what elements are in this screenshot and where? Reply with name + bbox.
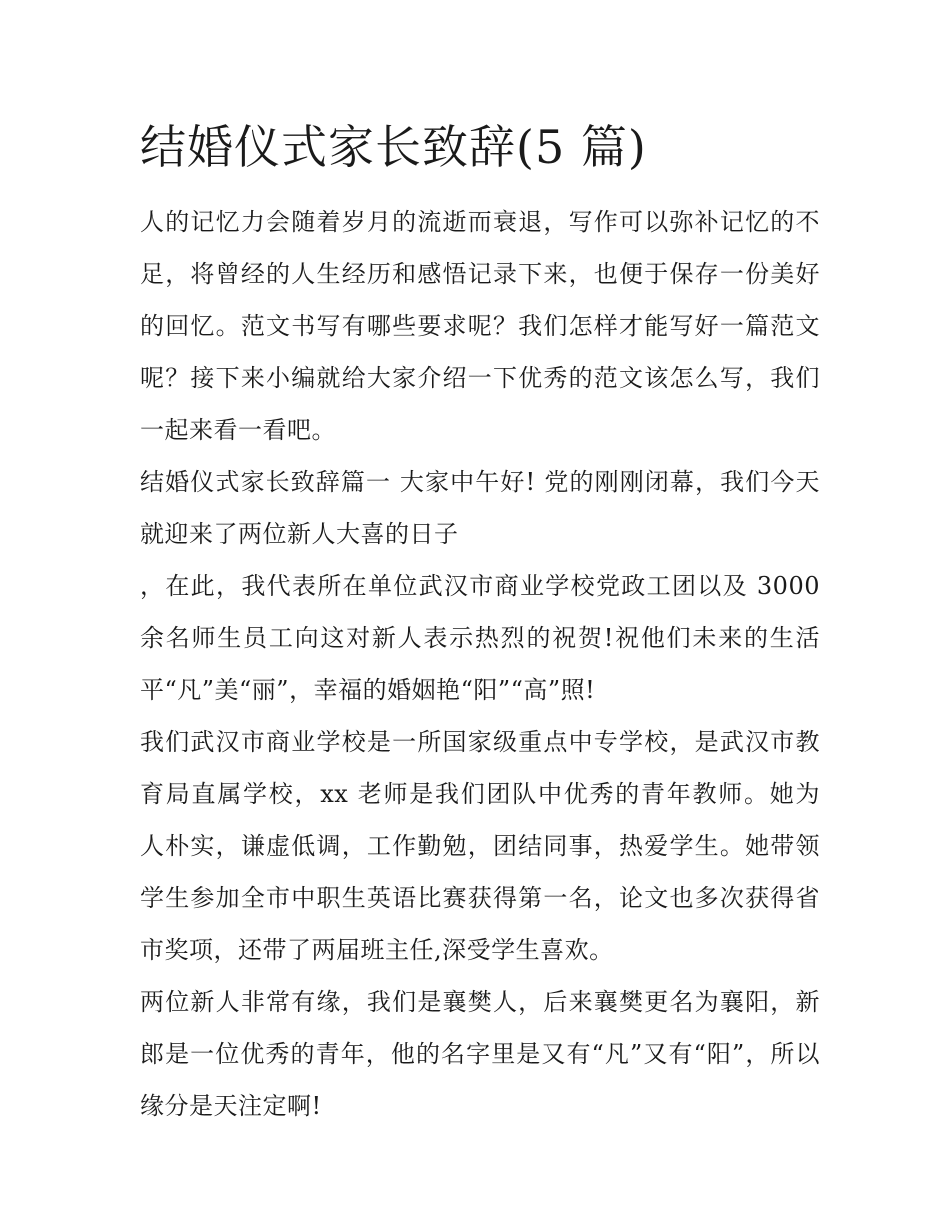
text-line: 我们武汉市商业学校是一所国家级重点中专学校，是武汉市教 bbox=[140, 728, 820, 756]
text-line: 两位新人非常有缘，我们是襄樊人，后来襄樊更名为襄阳，新 bbox=[140, 988, 820, 1016]
text-line: 人的记忆力会随着岁月的流逝而衰退，写作可以弥补记忆的不 bbox=[140, 208, 820, 236]
text-line: 就迎来了两位新人大喜的日子 bbox=[140, 520, 459, 548]
text-line: 人朴实，谦虚低调，工作勤勉，团结同事，热爱学生。她带领 bbox=[140, 832, 820, 860]
text-line: 郎是一位优秀的青年，他的名字里是又有“凡”又有“阳”，所以 bbox=[140, 1040, 820, 1068]
text-line: 余名师生员工向这对新人表示热烈的祝贺!祝他们未来的生活 bbox=[140, 624, 820, 652]
text-line: 一起来看一看吧。 bbox=[140, 416, 336, 444]
text-line: 的回忆。范文书写有哪些要求呢？我们怎样才能写好一篇范文 bbox=[140, 312, 820, 340]
document-title: 结婚仪式家长致辞(5 篇) bbox=[140, 120, 647, 174]
document-body bbox=[140, 196, 820, 1132]
text-line: 呢？接下来小编就给大家介绍一下优秀的范文该怎么写，我们 bbox=[140, 364, 820, 392]
text-line: ，在此，我代表所在单位武汉市商业学校党政工团以及 3000 bbox=[140, 572, 820, 600]
text-line: 学生参加全市中职生英语比赛获得第一名，论文也多次获得省 bbox=[140, 884, 820, 912]
text-line: 平“凡”美“丽”，幸福的婚姻艳“阳”“高”照! bbox=[140, 676, 596, 704]
text-line: 足，将曾经的人生经历和感悟记录下来，也便于保存一份美好 bbox=[140, 260, 820, 288]
text-line: 市奖项，还带了两届班主任,深受学生喜欢。 bbox=[140, 936, 614, 964]
text-line: 结婚仪式家长致辞篇一 大家中午好! 党的刚刚闭幕，我们今天 bbox=[140, 468, 820, 496]
text-line: 育局直属学校，xx 老师是我们团队中优秀的青年教师。她为 bbox=[140, 780, 820, 808]
text-line: 缘分是天注定啊! bbox=[140, 1092, 322, 1120]
